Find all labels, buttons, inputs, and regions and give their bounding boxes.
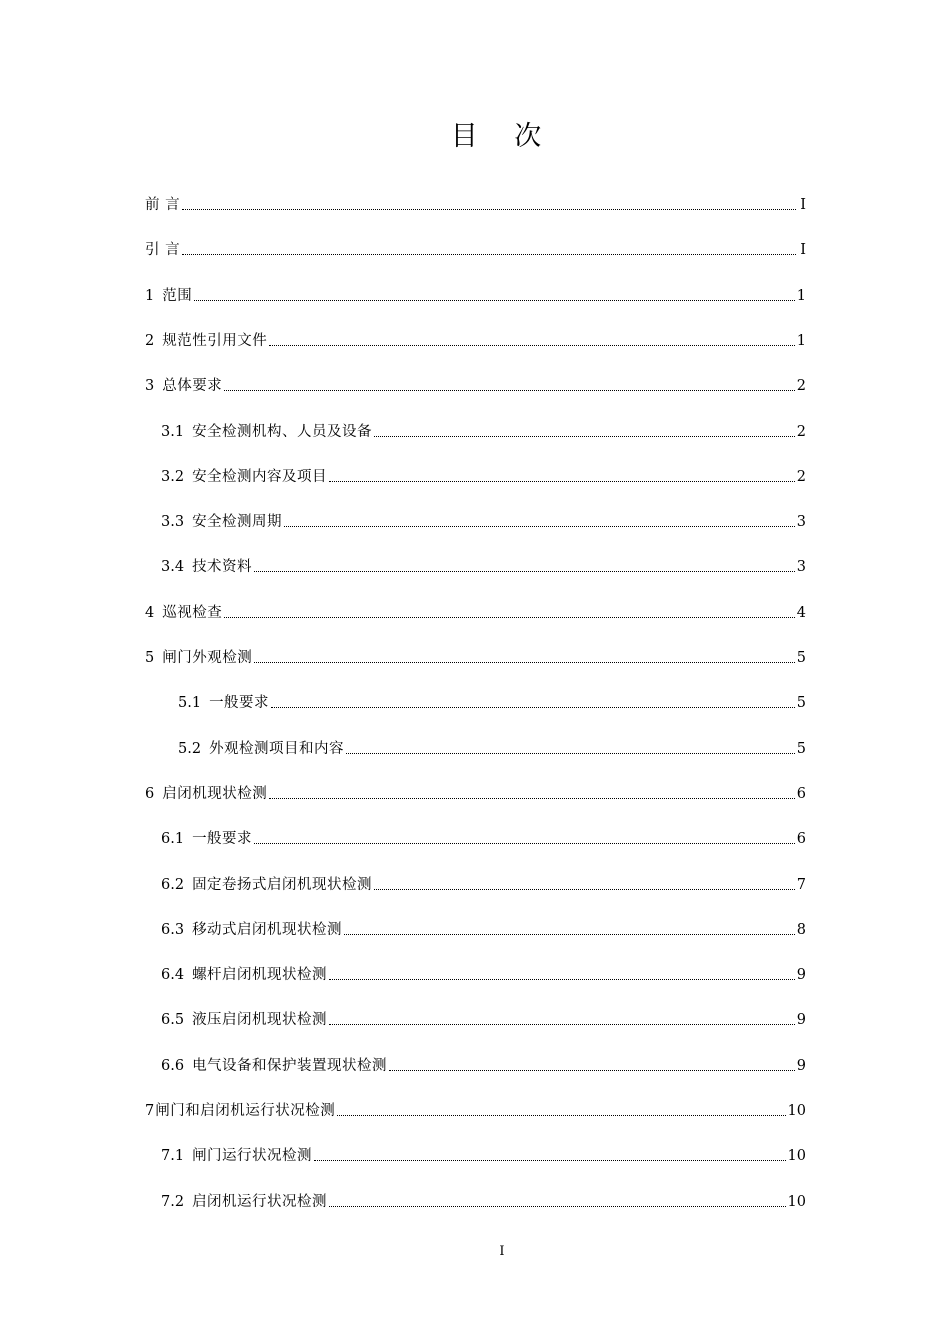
toc-entry-number: 5	[145, 650, 155, 666]
toc-entry[interactable]	[145, 648, 806, 668]
toc-leader-dots	[337, 1114, 785, 1116]
toc-entry-title: 闸门和启闭机运行状况检测	[155, 1103, 336, 1119]
toc-entry-page: 6	[796, 831, 806, 847]
toc-entry-page: 5	[796, 650, 806, 666]
toc-entry[interactable]	[161, 422, 806, 442]
toc-entry[interactable]	[145, 195, 806, 215]
toc-leader-dots	[182, 208, 796, 210]
toc-entry[interactable]	[161, 875, 806, 895]
toc-entry-number: 1	[145, 288, 155, 304]
toc-entry-title: 闸门外观检测	[162, 650, 253, 666]
toc-entry[interactable]	[145, 331, 806, 351]
toc-entry[interactable]	[161, 1192, 806, 1212]
toc-entry-page: 3	[796, 559, 806, 575]
toc-entry-number: 6.4	[161, 967, 185, 983]
toc-entry-number: 6.1	[161, 831, 185, 847]
toc-entry-page: 8	[796, 922, 806, 938]
toc-leader-dots	[254, 842, 795, 844]
toc-entry[interactable]	[161, 512, 806, 532]
toc-entry[interactable]	[161, 1056, 806, 1076]
toc-entry-page: I	[800, 197, 806, 213]
toc-entry-title: 启闭机运行状况检测	[192, 1194, 328, 1210]
toc-entry-page: 2	[796, 424, 806, 440]
toc-leader-dots	[314, 1159, 785, 1161]
toc-entry[interactable]	[145, 286, 806, 306]
toc-entry-number: 6.6	[161, 1058, 185, 1074]
toc-entry-title: 电气设备和保护装置现状检测	[192, 1058, 388, 1074]
toc-entry-page: 5	[796, 741, 806, 757]
toc-leader-dots	[224, 616, 795, 618]
toc-entry-title: 巡视检查	[162, 605, 223, 621]
toc-entry-number: 6.2	[161, 877, 185, 893]
toc-entry-page: 2	[796, 378, 806, 394]
toc-entry-title: 闸门运行状况检测	[192, 1148, 313, 1164]
toc-entry-page: 10	[787, 1148, 806, 1164]
toc-entry-number: 3.1	[161, 424, 185, 440]
toc-leader-dots	[269, 344, 795, 346]
toc-entry[interactable]	[145, 1101, 806, 1121]
toc-entry-title: 启闭机现状检测	[162, 786, 268, 802]
toc-entry-page: 2	[796, 469, 806, 485]
toc-entry-page: 10	[787, 1103, 806, 1119]
toc-leader-dots	[329, 480, 795, 482]
toc-entry-page: 10	[787, 1194, 806, 1210]
toc-entry-title: 安全检测周期	[192, 514, 283, 530]
toc-entry-number: 3.2	[161, 469, 185, 485]
toc-leader-dots	[269, 797, 795, 799]
toc-entry-page: 4	[796, 605, 806, 621]
toc-entry-title: 技术资料	[192, 559, 253, 575]
toc-entry-title: 液压启闭机现状检测	[192, 1012, 328, 1028]
toc-entry-title: 引 言	[145, 242, 181, 258]
toc-entry-title: 范围	[162, 288, 193, 304]
toc-entry-title: 外观检测项目和内容	[209, 741, 345, 757]
toc-entry-number: 2	[145, 333, 155, 349]
toc-entry[interactable]	[145, 603, 806, 623]
toc-entry-number: 3.4	[161, 559, 185, 575]
toc-entry[interactable]	[161, 829, 806, 849]
toc-entry-number: 3.3	[161, 514, 185, 530]
toc-entry-page: 9	[796, 1058, 806, 1074]
toc-entry-title: 一般要求	[192, 831, 253, 847]
toc-leader-dots	[284, 525, 795, 527]
toc-entry-page: I	[800, 242, 806, 258]
page-title: 目 次	[450, 121, 556, 152]
toc-entry-number: 6.5	[161, 1012, 185, 1028]
toc-leader-dots	[182, 253, 796, 255]
toc-entry-number: 6.3	[161, 922, 185, 938]
toc-leader-dots	[194, 299, 795, 301]
toc-entry[interactable]	[145, 240, 806, 260]
toc-entry-title: 安全检测机构、人员及设备	[192, 424, 373, 440]
toc-entry-page: 9	[796, 1012, 806, 1028]
toc-leader-dots	[271, 706, 795, 708]
toc-entry-title: 螺杆启闭机现状检测	[192, 967, 328, 983]
toc-entry[interactable]	[178, 693, 806, 713]
toc-entry-title: 总体要求	[162, 378, 223, 394]
page-number: I	[499, 1244, 505, 1259]
toc-entry[interactable]	[161, 1146, 806, 1166]
toc-entry-title: 规范性引用文件	[162, 333, 268, 349]
toc-entry[interactable]	[145, 784, 806, 804]
toc-entry-number: 5.2	[178, 741, 202, 757]
toc-entry-title: 安全检测内容及项目	[192, 469, 328, 485]
toc-entry[interactable]	[161, 1010, 806, 1030]
toc-entry-page: 5	[796, 695, 806, 711]
toc-leader-dots	[329, 978, 795, 980]
toc-leader-dots	[224, 389, 795, 391]
toc-entry-page: 1	[796, 288, 806, 304]
toc-entry[interactable]	[161, 557, 806, 577]
toc-entry-page: 9	[796, 967, 806, 983]
toc-entry-page: 3	[796, 514, 806, 530]
toc-entry[interactable]	[161, 920, 806, 940]
toc-entry-page: 7	[796, 877, 806, 893]
toc-leader-dots	[329, 1023, 795, 1025]
toc-entry-number: 7.2	[161, 1194, 185, 1210]
toc-leader-dots	[374, 888, 795, 890]
toc-leader-dots	[329, 1205, 785, 1207]
toc-entry-title: 前 言	[145, 197, 181, 213]
toc-entry[interactable]	[161, 965, 806, 985]
toc-entry-page: 6	[796, 786, 806, 802]
toc-entry-number: 7	[145, 1103, 155, 1119]
toc-entry-number: 7.1	[161, 1148, 185, 1164]
toc-entry[interactable]	[145, 376, 806, 396]
toc-entry-title: 移动式启闭机现状检测	[192, 922, 343, 938]
toc-entry-number: 5.1	[178, 695, 202, 711]
toc-entry-number: 3	[145, 378, 155, 394]
toc-leader-dots	[254, 661, 795, 663]
toc-leader-dots	[389, 1069, 795, 1071]
toc-entry[interactable]	[178, 739, 806, 759]
toc-leader-dots	[344, 933, 795, 935]
toc-entry-number: 4	[145, 605, 155, 621]
toc-leader-dots	[374, 435, 795, 437]
toc-entry-page: 1	[796, 333, 806, 349]
toc-entry-number: 6	[145, 786, 155, 802]
toc-entry-title: 固定卷扬式启闭机现状检测	[192, 877, 373, 893]
toc-leader-dots	[254, 570, 795, 572]
toc-entry-title: 一般要求	[209, 695, 270, 711]
toc-leader-dots	[346, 752, 795, 754]
toc-entry[interactable]	[161, 467, 806, 487]
